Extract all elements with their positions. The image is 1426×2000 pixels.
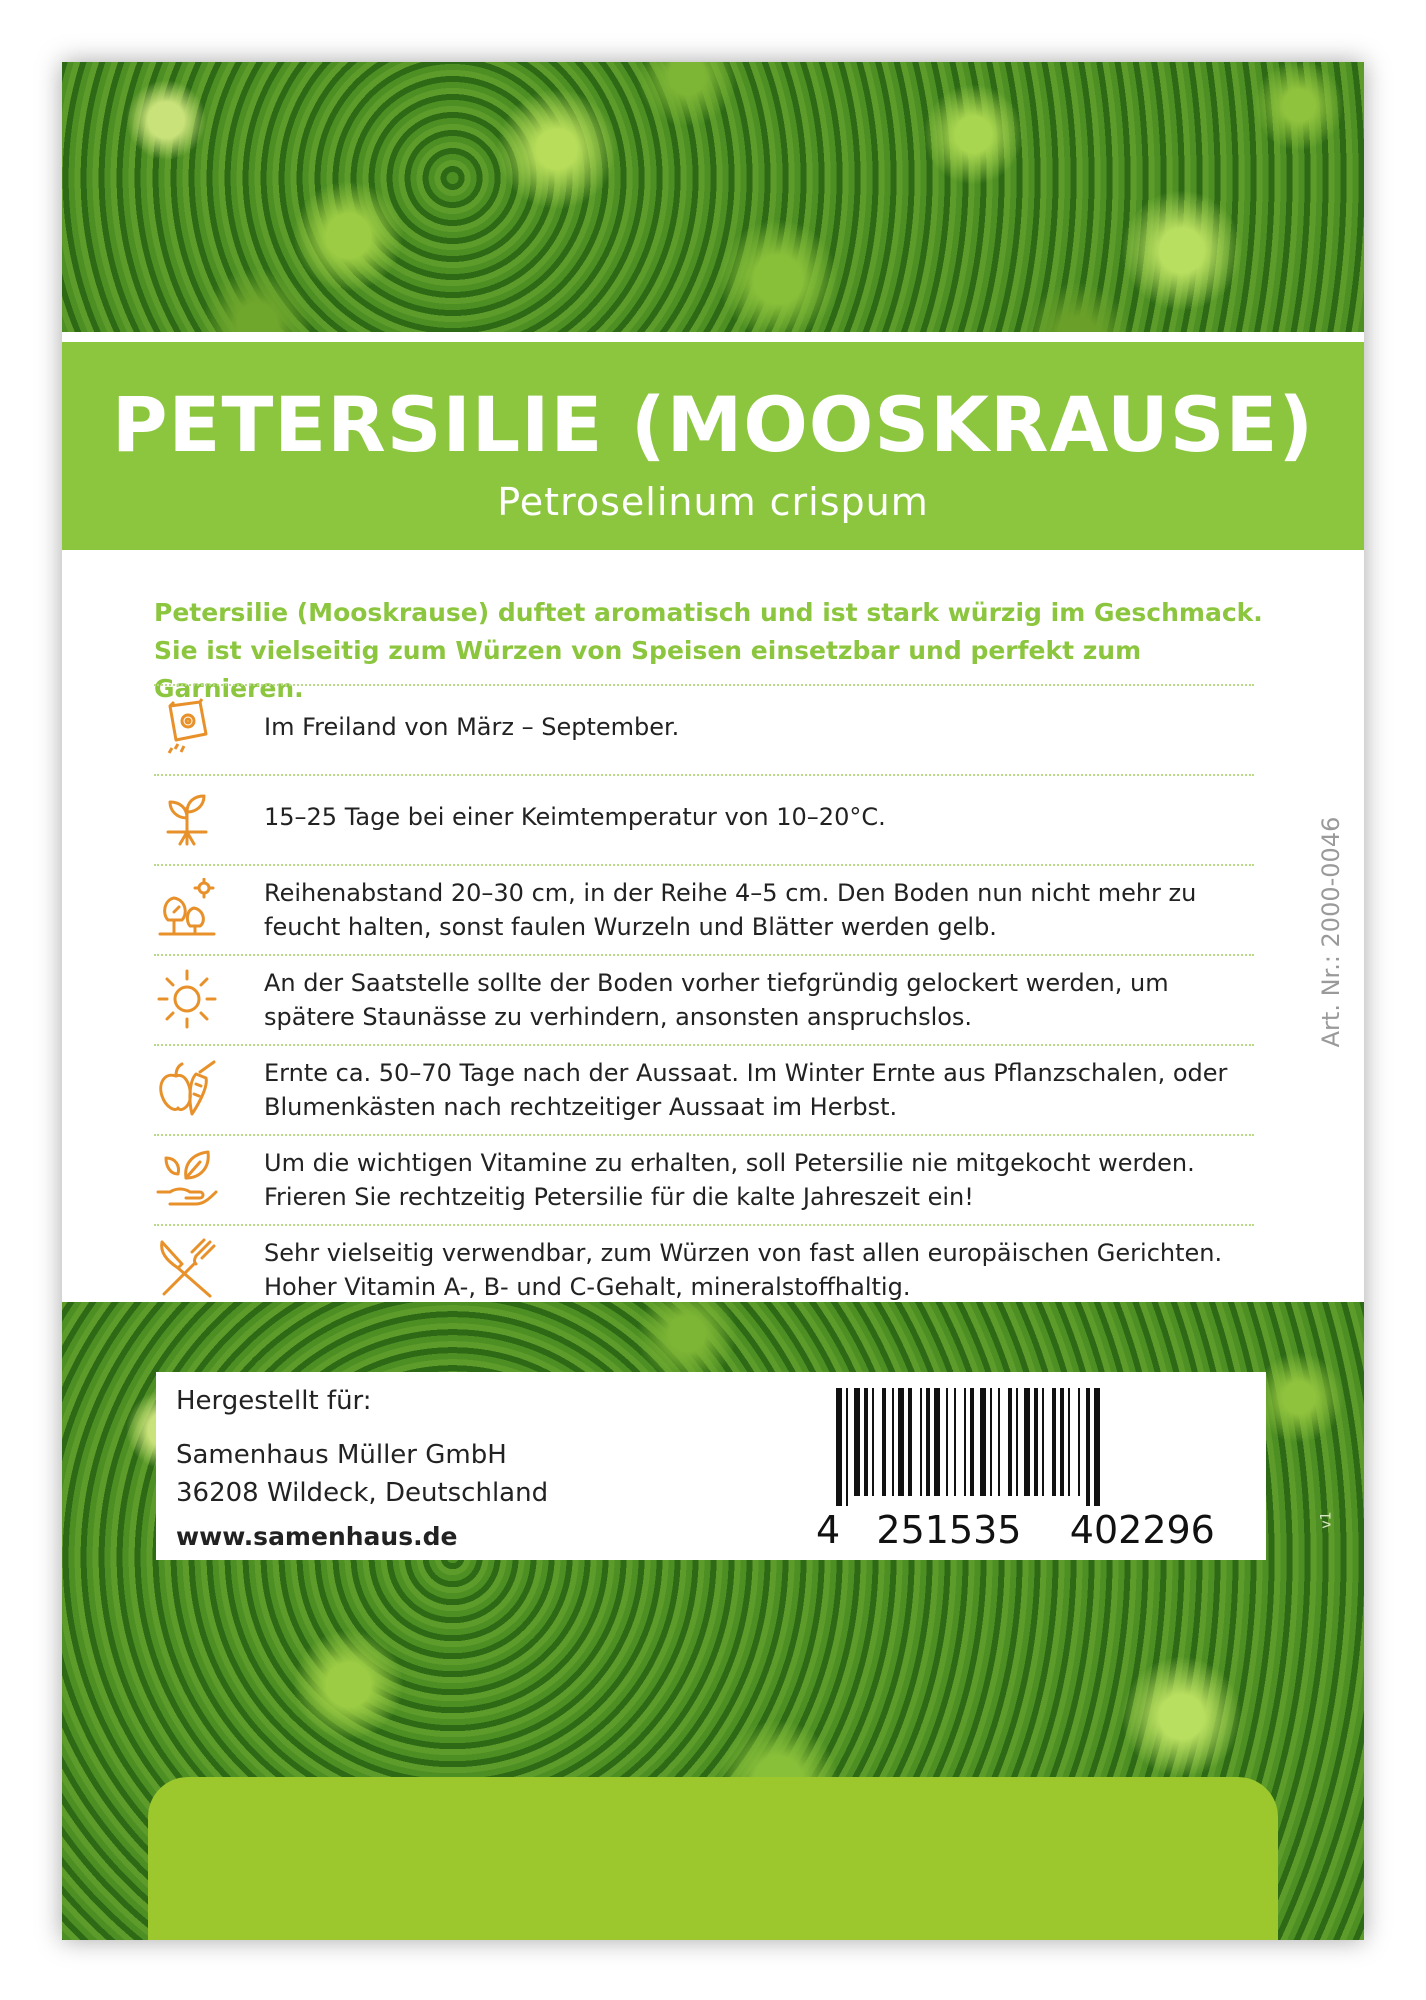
barcode-bar (1008, 1388, 1012, 1496)
info-text: Im Freiland von März – September. (264, 713, 680, 741)
barcode-bars (816, 1388, 1246, 1506)
info-row-tip (154, 1134, 1254, 1224)
barcode-bar (946, 1388, 948, 1496)
barcode-bar (854, 1388, 860, 1496)
barcode-bar (892, 1388, 894, 1496)
info-row-spacing (154, 864, 1254, 954)
info-text: Reihenabstand 20–30 cm, in der Reihe 4–5 cm. Den Boden nun nicht mehr zu feucht halten, sonst faulen Wurzeln und Blätter werden gelb. (264, 879, 1197, 941)
barcode-bar (836, 1388, 842, 1506)
intro-line: Sie ist vielseitig zum Würzen von Speisen einsetzbar und perfekt zum Garnieren. (154, 636, 1142, 703)
barcode-bar (1034, 1388, 1038, 1496)
info-row-germination (154, 774, 1254, 864)
intro-line: Petersilie (Mooskrause) duftet aromatisch und ist stark würzig im Geschmack. (154, 598, 1263, 627)
info-text: 15–25 Tage bei einer Keimtemperatur von 10–20°C. (264, 803, 886, 831)
version-mark: v1 (1318, 1511, 1335, 1529)
barcode-bar (926, 1388, 930, 1496)
barcode-bar (980, 1388, 986, 1496)
barcode-bar (1042, 1388, 1044, 1496)
info-row-sowing (154, 684, 1254, 774)
barcode-bar (964, 1388, 966, 1496)
info-text: An der Saatstelle sollte der Boden vorher tiefgründig gelockert werden, um spätere Staunässe zu verhindern, ansonsten anspruchslos. (264, 969, 1169, 1031)
info-row-location (154, 954, 1254, 1044)
product-title: PETERSILIE (MOOSKRAUSE) (111, 380, 1315, 469)
barcode-digits: 4 251535 402296 (816, 1508, 1215, 1552)
knife-fork-icon (156, 1238, 218, 1300)
info-rows (154, 684, 1254, 1316)
barcode-bar (872, 1388, 874, 1496)
hand-leaf-icon (156, 1148, 218, 1210)
barcode-bar (1086, 1388, 1090, 1506)
barcode-bar (1024, 1388, 1030, 1496)
company-address: 36208 Wildeck, Deutschland (176, 1478, 549, 1508)
barcode-bar (1052, 1388, 1056, 1496)
info-row-harvest (154, 1044, 1254, 1134)
barcode (816, 1388, 1246, 1552)
info-text: Um die wichtigen Vitamine zu erhalten, soll Petersilie nie mitgekocht werden. Frieren Sie rechtzeitig Petersilie für die kalte Jahreszeit ein! (264, 1149, 1195, 1211)
title-panel (62, 342, 1364, 550)
website-link[interactable]: www.samenhaus.de (176, 1522, 458, 1551)
seed-packet (62, 62, 1364, 1940)
trees-sun-icon (156, 878, 218, 940)
barcode-bar (864, 1388, 868, 1496)
barcode-bar (970, 1388, 974, 1496)
info-text: Ernte ca. 50–70 Tage nach der Aussaat. Im Winter Ernte aus Pflanzschalen, oder Blumenkästen nach rechtzeitiger Aussaat im Herbst. (264, 1059, 1228, 1121)
packet-flap (148, 1777, 1278, 1940)
barcode-bar (920, 1388, 922, 1496)
company-name: Samenhaus Müller GmbH (176, 1440, 507, 1470)
barcode-bar (898, 1388, 904, 1496)
seed-packet-icon (156, 698, 218, 760)
barcode-bar (1078, 1388, 1080, 1496)
info-row-usage (154, 1224, 1254, 1314)
barcode-bar (998, 1388, 1000, 1496)
barcode-bar (1016, 1388, 1018, 1496)
barcode-bar (934, 1388, 940, 1496)
apple-carrot-icon (156, 1058, 218, 1120)
barcode-bar (1068, 1388, 1070, 1496)
info-panel (62, 582, 1364, 1322)
barcode-bar (1094, 1388, 1100, 1506)
latin-name: Petroselinum crispum (497, 480, 929, 524)
manufacturer-label (156, 1372, 1266, 1560)
info-text: Sehr vielseitig verwendbar, zum Würzen von fast allen europäischen Gerichten. Hoher Vitamin A-, B- und C-Gehalt, mineralstoffhaltig. (264, 1239, 1223, 1301)
barcode-bar (882, 1388, 886, 1496)
barcode-bar (990, 1388, 992, 1496)
barcode-bar (954, 1388, 956, 1496)
sun-icon (156, 968, 218, 1030)
parsley-photo-top (62, 62, 1364, 352)
sprout-icon (156, 788, 218, 850)
manufacturer-caption: Hergestellt für: (176, 1386, 372, 1416)
title-rule-top (62, 332, 1364, 336)
barcode-bar (1060, 1388, 1064, 1496)
barcode-bar (846, 1388, 848, 1506)
article-number: Art. Nr.: 2000-0046 (1317, 816, 1345, 1048)
barcode-bar (908, 1388, 912, 1496)
title-rule-bottom (62, 544, 1364, 548)
title-band (62, 332, 1364, 594)
